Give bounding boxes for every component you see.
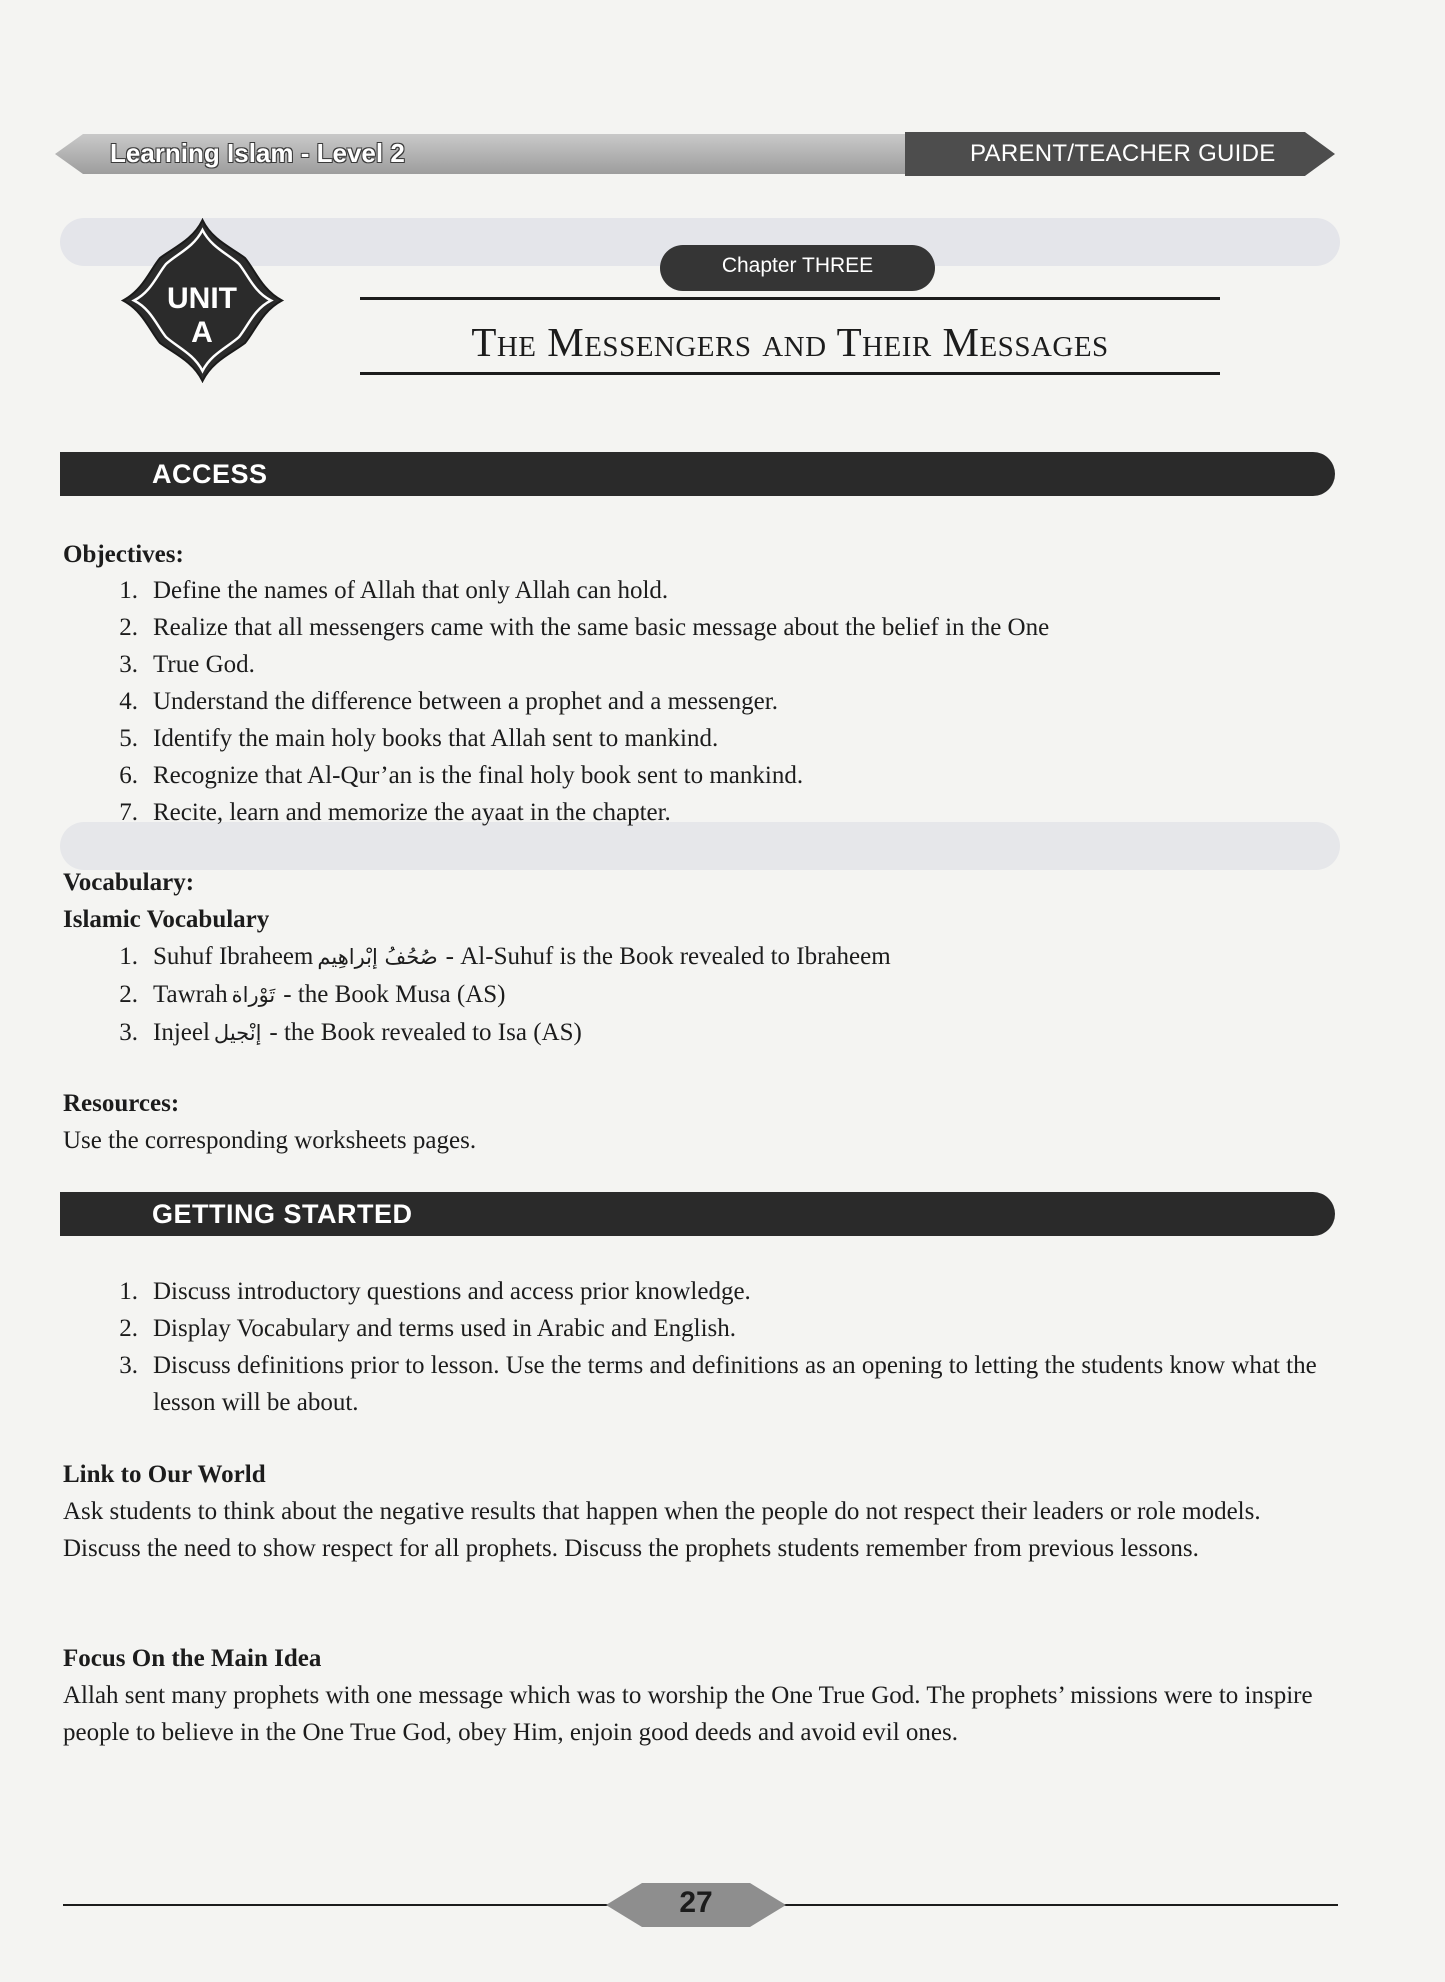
- link-to-our-world-text: Ask students to think about the negative results that happen when the people do not respect their leaders or role models. Discuss the need to show respect for all prophets. Discuss the prophets students remember from previous lessons.: [63, 1498, 1261, 1562]
- unit-letter: A: [191, 316, 213, 349]
- resources-text: Use the corresponding worksheets pages.: [63, 1127, 477, 1154]
- unit-label: [150, 282, 254, 350]
- list-item: 4. Understand the difference between a prophet and a messenger.: [119, 688, 778, 715]
- section-bar-access: [60, 452, 1335, 496]
- unit-word: UNIT: [167, 282, 237, 315]
- list-item: 2. Display Vocabulary and terms used in Arabic and English.: [119, 1315, 736, 1342]
- list-item: 2. Tawrah تَوْراة - the Book Musa (AS): [119, 981, 506, 1008]
- book-title: Learning Islam - Level 2: [110, 138, 405, 168]
- resources-label: Resources:: [63, 1090, 180, 1117]
- list-item: 1. Discuss introductory questions and access prior knowledge.: [119, 1278, 751, 1305]
- chapter-label: Chapter THREE: [721, 254, 874, 277]
- list-item: 3. True God.: [119, 651, 255, 678]
- page-number: 27: [679, 1886, 713, 1919]
- islamic-vocabulary-label: Islamic Vocabulary: [63, 906, 270, 933]
- chapter-title: The Messengers and Their Messages: [471, 319, 1109, 365]
- objectives-list: [63, 572, 1049, 831]
- list-item: 3. Discuss definitions prior to lesson. Use the terms and definitions as an opening to letting the students know what the lesson will be about.: [119, 1352, 1317, 1416]
- section-bar-getting-started: [60, 1192, 1335, 1236]
- section-heading: ACCESS: [152, 459, 268, 489]
- vocabulary-label: Vocabulary:: [63, 869, 195, 896]
- title-rule: [360, 297, 1220, 300]
- list-item: 3. Injeel إنْجيل - the Book revealed to Isa (AS): [119, 1019, 582, 1046]
- list-item: 7. Recite, learn and memorize the ayaat in the chapter.: [119, 799, 671, 826]
- header-banner: [55, 128, 1335, 184]
- link-to-our-world-label: Link to Our World: [63, 1461, 266, 1488]
- title-rule: [360, 372, 1220, 375]
- focus-main-idea-label: Focus On the Main Idea: [63, 1645, 322, 1672]
- vocabulary-list: [63, 938, 891, 1052]
- list-item: 5. Identify the main holy books that Allah sent to mankind.: [119, 725, 719, 752]
- list-item: 2. Realize that all messengers came with the same basic message about the belief in the One: [119, 614, 1050, 641]
- focus-main-idea-text: Allah sent many prophets with one message which was to worship the One True God. The prophets’ missions were to inspire people to believe in the One True God, obey Him, enjoin good deeds and avoid evil ones.: [63, 1682, 1313, 1746]
- section-heading: GETTING STARTED: [152, 1199, 413, 1229]
- list-item: 1. Suhuf Ibraheem صُحُفُ إبْراهِيم - Al-Suhuf is the Book revealed to Ibraheem: [119, 943, 891, 970]
- list-item: 1. Define the names of Allah that only Allah can hold.: [119, 577, 669, 604]
- objectives-label: Objectives:: [63, 541, 184, 568]
- list-item: 6. Recognize that Al-Qur’an is the final holy book sent to mankind.: [119, 762, 804, 789]
- guide-label: PARENT/TEACHER GUIDE: [970, 140, 1276, 167]
